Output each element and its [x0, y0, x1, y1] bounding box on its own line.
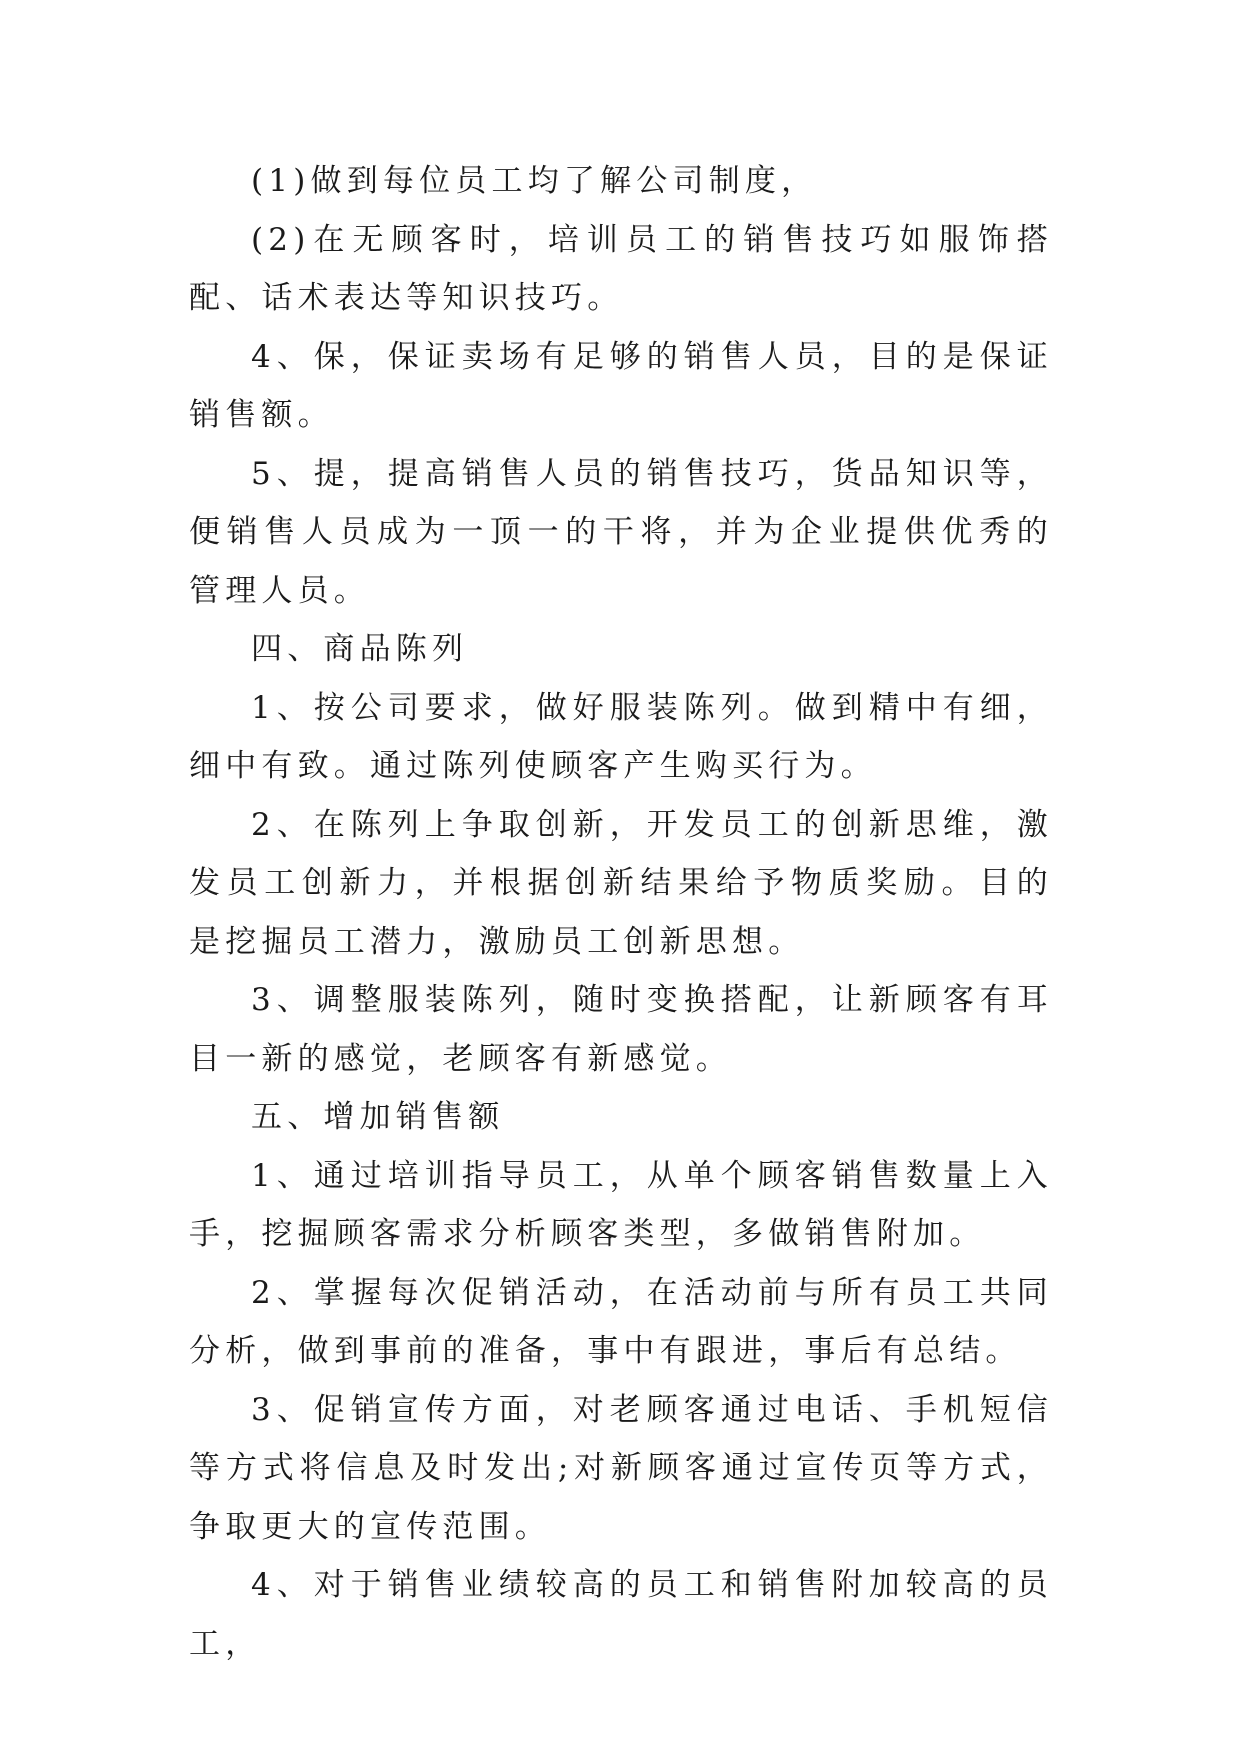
section-heading-4: 四、商品陈列 [251, 631, 469, 667]
section-heading-5: 五、增加销售额 [251, 1099, 505, 1135]
paragraph-item-1-1: (1)做到每位员工均了解公司制度， [251, 163, 818, 199]
paragraph-item-5: 5、提，提高销售人员的销售技巧，货品知识等，便销售人员成为一顶一的干将，并为企业提供优秀的管理人员。 [189, 455, 1053, 609]
paragraph-sales-3: 3、促销宣传方面，对老顾客通过电话、手机短信等方式将信息及时发出;对新顾客通过宣传页等方式，争取更大的宣传范围。 [189, 1391, 1053, 1545]
paragraph-display-1: 1、按公司要求，做好服装陈列。做到精中有细，细中有致。通过陈列使顾客产生购买行为。 [189, 689, 1053, 784]
paragraph-item-1-2: (2)在无顾客时，培训员工的销售技巧如服饰搭配、话术表达等知识技巧。 [189, 221, 1053, 316]
paragraph-sales-1: 1、通过培训指导员工，从单个顾客销售数量上入手，挖掘顾客需求分析顾客类型，多做销售附加。 [189, 1157, 1053, 1252]
paragraph-display-2: 2、在陈列上争取创新，开发员工的创新思维，激发员工创新力，并根据创新结果给予物质奖励。目的是挖掘员工潜力，激励员工创新思想。 [189, 806, 1053, 960]
paragraph-sales-4: 4、对于销售业绩较高的员工和销售附加较高的员工， [189, 1567, 1053, 1662]
document-body [189, 152, 1053, 1673]
paragraph-item-4: 4、保，保证卖场有足够的销售人员，目的是保证销售额。 [189, 338, 1053, 433]
paragraph-display-3: 3、调整服装陈列，随时变换搭配，让新顾客有耳目一新的感觉，老顾客有新感觉。 [189, 982, 1053, 1077]
paragraph-sales-2: 2、掌握每次促销活动，在活动前与所有员工共同分析，做到事前的准备，事中有跟进，事后有总结。 [189, 1274, 1053, 1369]
